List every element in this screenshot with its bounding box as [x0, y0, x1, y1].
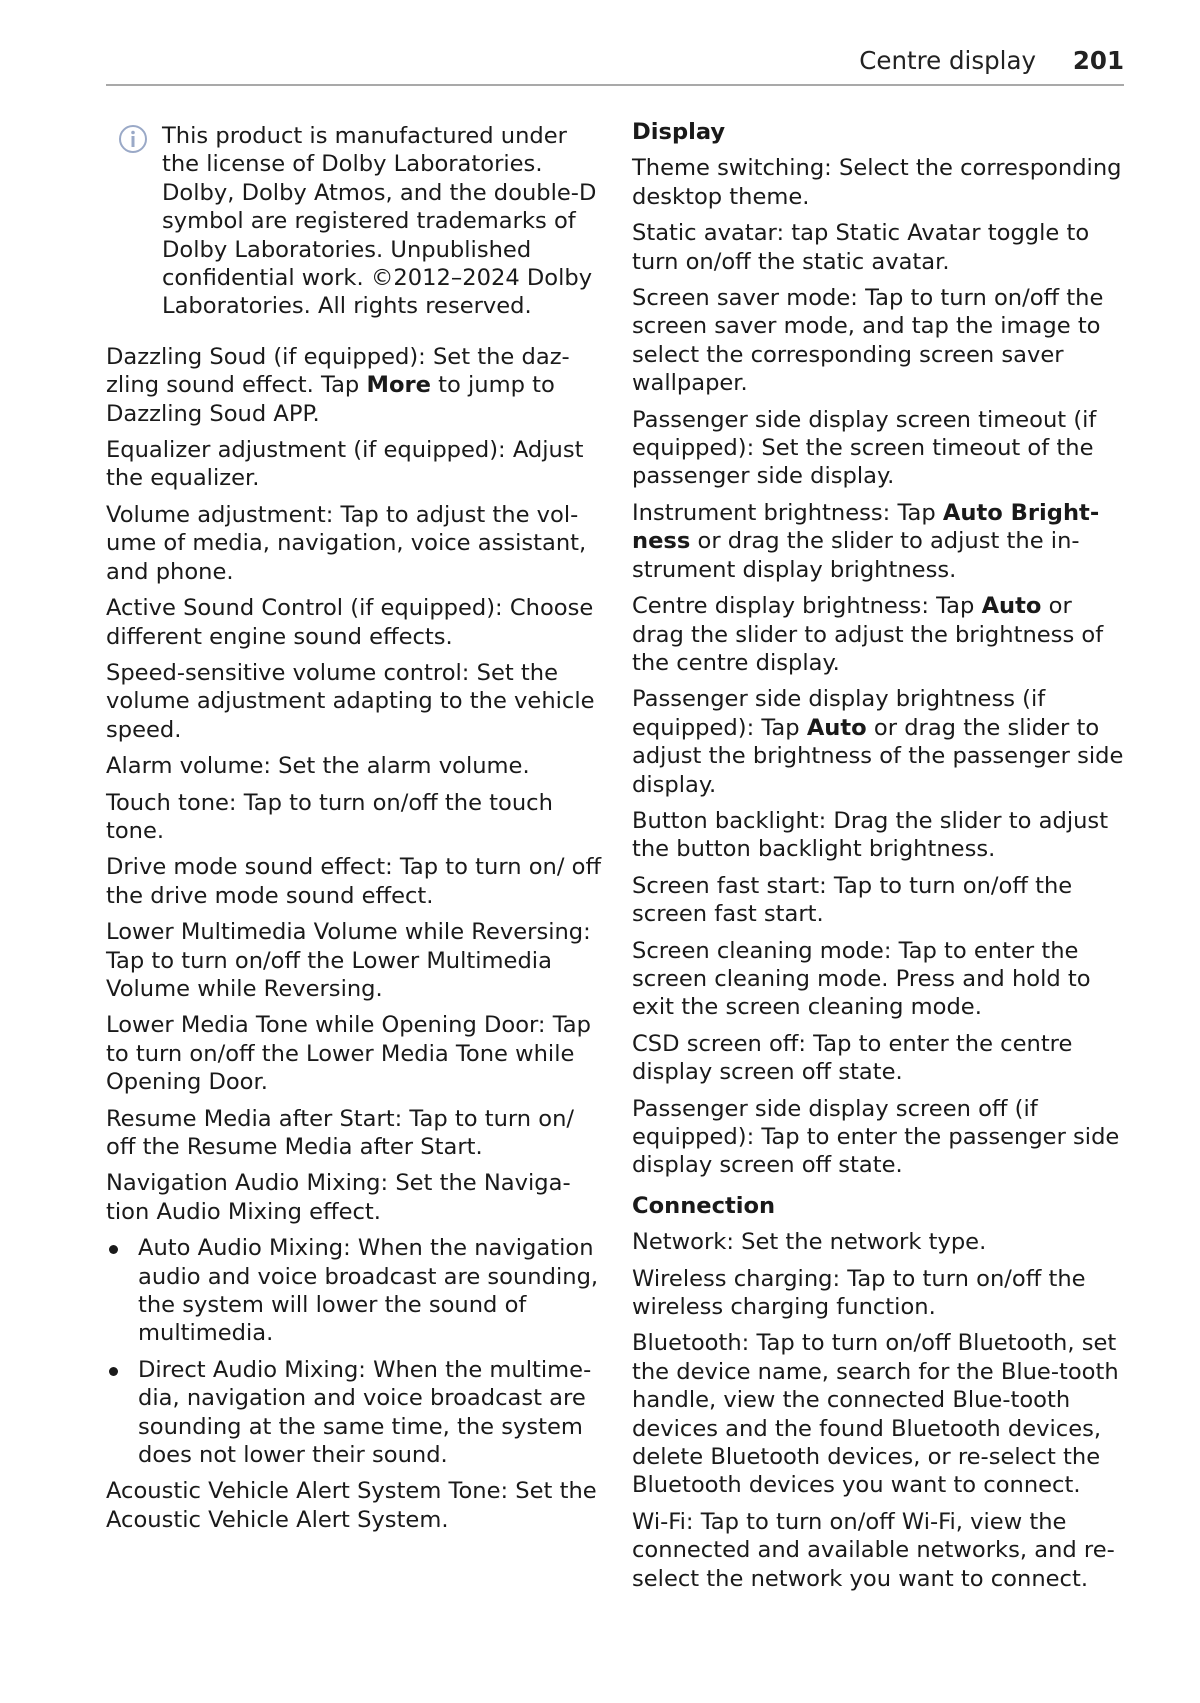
paragraph-theme-switching: Theme switching: Select the corresponding desktop theme. [632, 155, 1122, 210]
paragraph-bluetooth: Bluetooth: Tap to turn on/off Bluetooth, set the device name, search for the Blue-tooth handle, view the connected Blue-tooth devices and the found Bluetooth devices, delete Bluetooth devices, or re-select the Bluetooth devices you want to connect. [632, 1330, 1119, 1499]
paragraph-screen-cleaning: Screen cleaning mode: Tap to enter the screen cleaning mode. Press and hold to exit the screen cleaning mode. [632, 937, 1091, 1021]
paragraph-button-backlight: Button backlight: Drag the slider to adjust the button backlight brightness. [632, 807, 1109, 863]
paragraph-navigation-audio-mixing: Navigation Audio Mixing: Set the Naviga-tion Audio Mixing effect. [106, 1170, 571, 1225]
list-item: Direct Audio Mixing: When the multime-dia, navigation and voice broadcast are sounding at the same time, the system does not lower their sound. [106, 1356, 604, 1470]
right-column [632, 118, 1130, 1601]
bold-term-auto: Auto [806, 714, 867, 741]
text-span: to jump to Dazzling Soud APP. [106, 372, 555, 427]
bold-term-more: More [366, 372, 431, 399]
text-span: Instrument brightness: Tap [632, 499, 943, 526]
paragraph-avas-tone: Acoustic Vehicle Alert System Tone: Set the Acoustic Vehicle Alert System. [106, 1478, 597, 1533]
left-column [106, 118, 604, 1542]
paragraph-equalizer: Equalizer adjustment (if equipped): Adjust the equalizer. [106, 437, 584, 492]
text-span: or drag the slider to adjust the brightness of the passenger side display. [632, 714, 1124, 798]
page-header [106, 44, 1124, 86]
list-item: Auto Audio Mixing: When the navigation audio and voice broadcast are sounding, the system will lower the sound of multimedia. [106, 1234, 604, 1348]
paragraph-speed-sensitive-volume: Speed-sensitive volume control: Set the volume adjustment adapting to the vehicle speed. [106, 659, 595, 743]
text-span: Dazzling Soud (if equipped): Set the daz-zling sound effect. Tap [106, 343, 570, 399]
paragraph-passenger-timeout: Passenger side display screen timeout (if equipped): Set the screen timeout of the passenger side display. [632, 406, 1097, 490]
section-title: Centre display [859, 46, 1036, 75]
heading-display: Display [632, 119, 726, 145]
text-span: Passenger side display brightness (if equipped): Tap [632, 686, 1046, 741]
info-note [106, 122, 604, 321]
paragraph-static-avatar: Static avatar: tap Static Avatar toggle to turn on/off the static avatar. [632, 220, 1090, 275]
heading-connection: Connection [632, 1192, 776, 1219]
paragraph-lower-tone-door: Lower Media Tone while Opening Door: Tap to turn on/off the Lower Media Tone while Opening Door. [106, 1012, 591, 1096]
paragraph-screen-saver: Screen saver mode: Tap to turn on/off the screen saver mode, and tap the image to select the corresponding screen saver wallpaper. [632, 285, 1104, 397]
audio-mixing-list [106, 1234, 604, 1469]
paragraph-resume-media: Resume Media after Start: Tap to turn on/ off the Resume Media after Start. [106, 1105, 575, 1160]
paragraph-passenger-brightness [632, 685, 1130, 799]
paragraph-centre-brightness [632, 592, 1130, 677]
text-span: Centre display brightness: Tap [632, 593, 982, 620]
page-number: 201 [1072, 46, 1124, 75]
paragraph-instrument-brightness [632, 499, 1130, 584]
paragraph-screen-fast-start: Screen fast start: Tap to turn on/off the screen fast start. [632, 872, 1073, 928]
paragraph-wifi: Wi-Fi: Tap to turn on/off Wi-Fi, view the connected and available networks, and re-select the network you want to connect. [632, 1508, 1115, 1592]
paragraph-network: Network: Set the network type. [632, 1229, 987, 1256]
paragraph-volume-adjustment: Volume adjustment: Tap to adjust the vol-ume of media, navigation, voice assistant, and phone. [106, 501, 587, 585]
text-span: or drag the slider to adjust the in-strument display brightness. [632, 528, 1080, 583]
paragraph-touch-tone: Touch tone: Tap to turn on/off the touch tone. [106, 789, 553, 844]
info-circle-icon [118, 124, 148, 154]
paragraph-dazzling-sound [106, 343, 604, 428]
bold-term-auto: Auto [981, 593, 1042, 620]
paragraph-wireless-charging: Wireless charging: Tap to turn on/off the wireless charging function. [632, 1265, 1086, 1321]
text-span: or drag the slider to adjust the brightness of the centre display. [632, 593, 1104, 676]
bold-term-auto-brightness: Auto Bright-ness [632, 499, 1100, 555]
note-text: This product is manufactured under the license of Dolby Laboratories. Dolby, Dolby Atmos, and the double-D symbol are registered trademarks of Dolby Laboratories. Unpublished confidential work. ©2012–2024 Dolby Laboratories. All rights reserved. [162, 123, 597, 320]
paragraph-alarm-volume: Alarm volume: Set the alarm volume. [106, 753, 530, 780]
paragraph-passenger-screen-off: Passenger side display screen off (if equipped): Tap to enter the passenger side display screen off state. [632, 1095, 1120, 1179]
paragraph-active-sound-control: Active Sound Control (if equipped): Choose different engine sound effects. [106, 595, 594, 650]
paragraph-lower-volume-reversing: Lower Multimedia Volume while Reversing: Tap to turn on/off the Lower Multimedia Volume while Reversing. [106, 919, 591, 1002]
paragraph-csd-screen-off: CSD screen off: Tap to enter the centre display screen off state. [632, 1030, 1073, 1086]
paragraph-drive-mode-sound: Drive mode sound effect: Tap to turn on/ off the drive mode sound effect. [106, 854, 602, 909]
